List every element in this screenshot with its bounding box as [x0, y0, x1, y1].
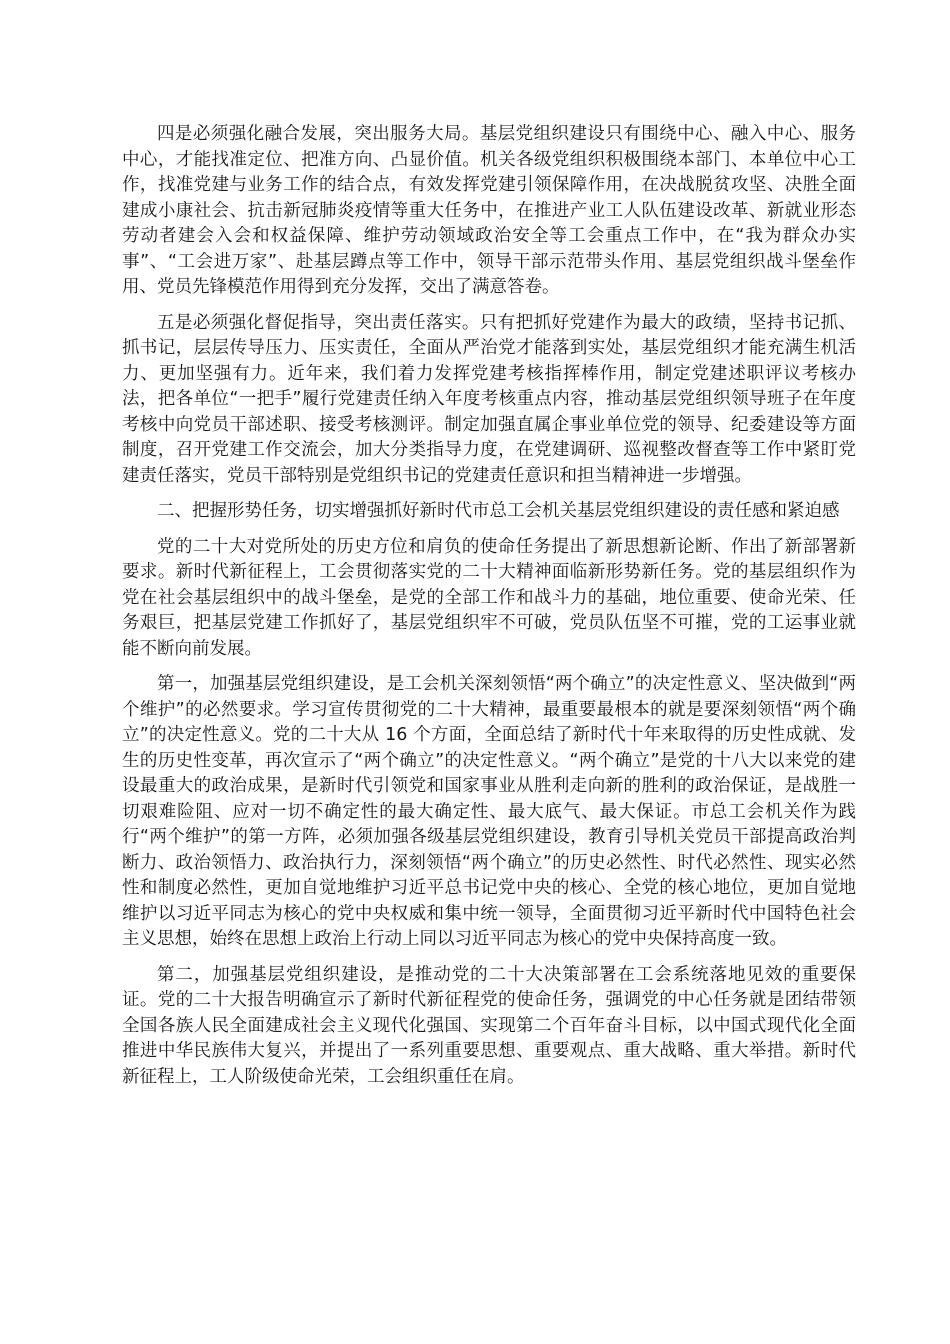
paragraph-situation-tasks: 党的二十大对党所处的历史方位和肩负的使命任务提出了新思想新论断、作出了新部署新要求。新时代新征程上，工会贯彻落实党的二十大精神面临新形势新任务。党的基层组织作为党在社会基层组织中的战斗堡垒，是党的全部工作和战斗力的基础，地位重要、使命光荣、任务艰巨，把基层党建工作抓好了，基层党组织牢不可破，党员队伍坚不可摧，党的工运事业就能不断向前发展。 — [122, 536, 856, 659]
section-heading-two: 二、把握形势任务，切实增强抓好新时代市总工会机关基层党组织建设的责任感和紧迫感 — [157, 501, 840, 521]
paragraph-second: 第二，加强基层党组织建设，是推动党的二十大决策部署在工会系统落地见效的重要保证。党的二十大报告明确宣示了新时代新征程党的使命任务，强调党的中心任务就是团结带领全国各族人民全面建成社会主义现代化强国、实现第二个百年奋斗目标，以中国式现代化全面推进中华民族伟大复兴，并提出了一系列重要思想、重要观点、重大战略、重大举措。新时代新征程上，工人阶级使命光荣，工会组织重任在肩。 — [122, 964, 856, 1087]
document-page — [122, 122, 856, 1100]
paragraph-first: 第一，加强基层党组织建设，是工会机关深刻领悟“两个确立”的决定性意义、坚决做到“两个维护”的必然要求。学习宣传贯彻党的二十大精神，最重要最根本的就是要深刻领悟“两个确立”的决定性意义。党的二十大从 16 个方面，全面总结了新时代十年来取得的历史性成就、发生的历史性变革，再次宣示了“两个确立”的决定性意义。“两个确立”是党的十八大以来党的建设最重大的政治成果，是新时代引领党和国家事业从胜利走向新的胜利的政治保证，是战胜一切艰难险阻、应对一切不确定性的最大确定性、最大底气、最大保证。市总工会机关作为践行“两个维护”的第一方阵，必须加强各级基层党组织建设，教育引导机关党员干部提高政治判断力、政治领悟力、政治执行力，深刻领悟“两个确立”的历史必然性、时代必然性、现实必然性和制度必然性，更加自觉地维护习近平总书记党中央的核心、全党的核心地位，更加自觉地维护以习近平同志为核心的党中央权威和集中统一领导，全面贯彻习近平新时代中国特色社会主义思想，始终在思想上政治上行动上同以习近平同志为核心的党中央保持高度一致。 — [122, 674, 856, 949]
paragraph-point-four: 四是必须强化融合发展，突出服务大局。基层党组织建设只有围绕中心、融入中心、服务中心，才能找准定位、把准方向、凸显价值。机关各级党组织积极围绕本部门、本单位中心工作，找准党建与业务工作的结合点，有效发挥党建引领保障作用，在决战脱贫攻坚、决胜全面建成小康社会、抗击新冠肺炎疫情等重大任务中，在推进产业工人队伍建设改革、新就业形态劳动者建会入会和权益保障、维护劳动领域政治安全等工会重点工作中，在“我为群众办实事”、“工会进万家”、赴基层蹲点等工作中，领导干部示范带头作用、基层党组织战斗堡垒作用、党员先锋模范作用得到充分发挥，交出了满意答卷。 — [122, 124, 856, 297]
paragraph-point-five: 五是必须强化督促指导，突出责任落实。只有把抓好党建作为最大的政绩，坚持书记抓、抓书记，层层传导压力、压实责任，全面从严治党才能落到实处，基层党组织才能充满生机活力、更加坚强有力。近年来，我们着力发挥党建考核指挥棒作用，制定党建述职评议考核办法，把各单位“一把手”履行党建责任纳入年度考核重点内容，推动基层党组织领导班子在年度考核中向党员干部述职、接受考核测评。制定加强直属企事业单位党的领导、纪委建设等方面制度，召开党建工作交流会，加大分类指导力度，在党建调研、巡视整改督查等工作中紧盯党建责任落实，党员干部特别是党组织书记的党建责任意识和担当精神进一步增强。 — [122, 312, 856, 486]
